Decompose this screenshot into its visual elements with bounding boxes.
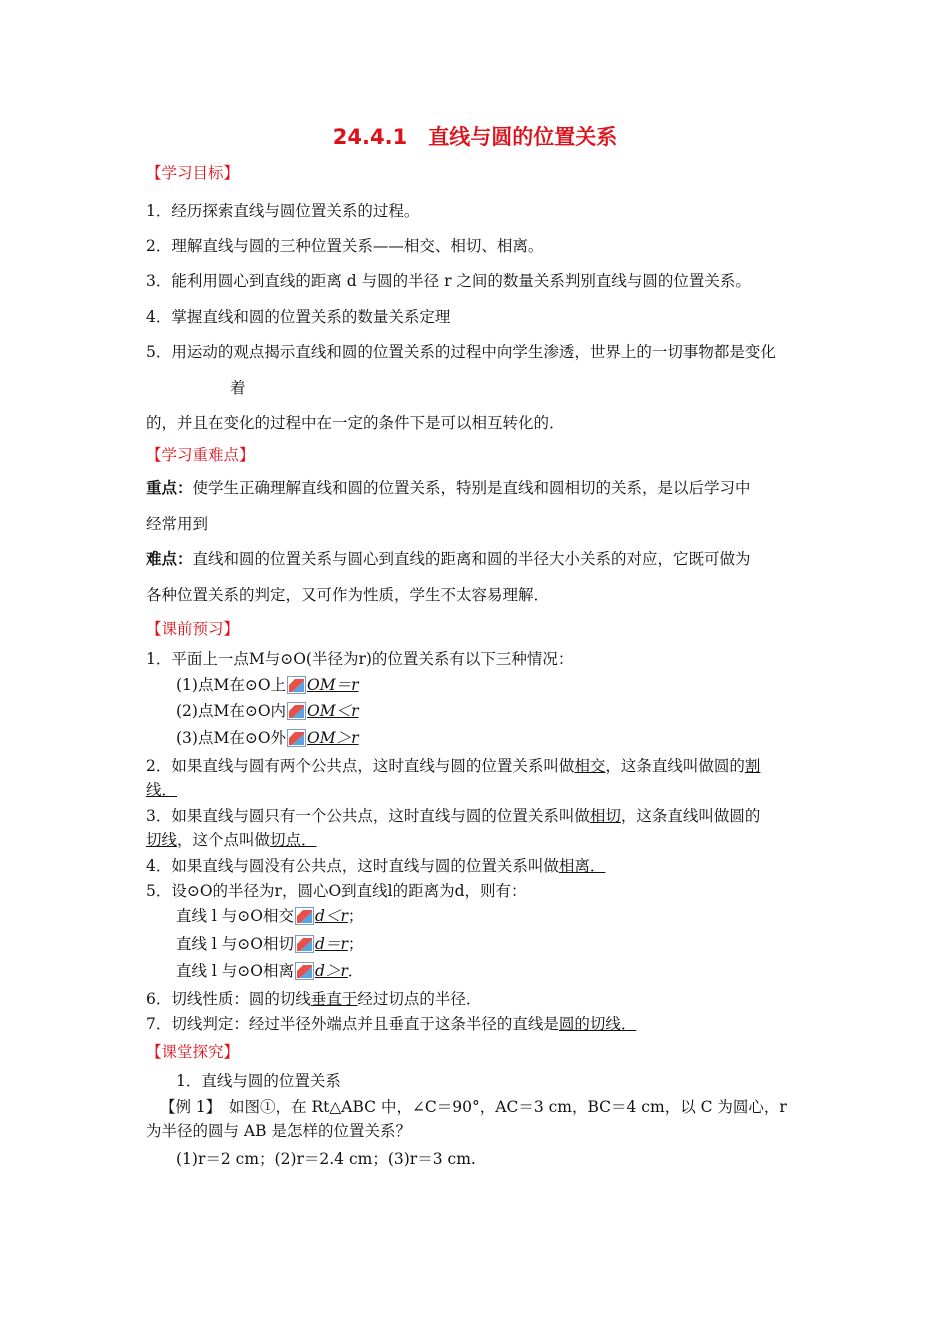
preview-q1-item xyxy=(176,701,359,721)
q6-text-b: 经过切点的半径． xyxy=(357,990,482,1008)
q7-answer: 圆的切线． xyxy=(558,1015,637,1033)
preview-q1-item xyxy=(176,728,359,748)
section-key-points: 【学习重难点】 xyxy=(146,446,255,464)
item-answer: d＞r xyxy=(315,962,348,980)
item-prefix: 直线 l 与⊙O相切 xyxy=(176,935,295,953)
q2-text: 2．如果直线与圆有两个公共点，这时直线与圆的位置关系叫做 xyxy=(146,757,575,775)
item-prefix: (3)点M在⊙O外 xyxy=(176,729,287,747)
goal-item: 3．能利用圆心到直线的距离 d 与圆的半径 r 之间的数量关系判别直线与圆的位置关系。 xyxy=(146,272,751,290)
q3-answer-2: 切线 xyxy=(146,831,178,849)
important-text-cont: 经常用到 xyxy=(146,515,209,533)
q3-answer-3: 切点． xyxy=(270,831,317,849)
broken-image-icon xyxy=(287,702,306,720)
item-answer: d＜r xyxy=(315,907,348,925)
page-title: 24.4.1 直线与圆的位置关系 xyxy=(332,125,618,149)
key-point-line xyxy=(146,478,751,498)
q7-text: 7．切线判定：经过半径外端点并且垂直于这条半径的直线是 xyxy=(146,1015,559,1033)
difficult-label: 难点： xyxy=(146,549,193,568)
item-prefix: 直线 l 与⊙O相离 xyxy=(176,962,295,980)
preview-q3-cont xyxy=(146,830,317,850)
difficult-text-cont: 各种位置关系的判定，又可作为性质，学生不太容易理解． xyxy=(146,586,550,604)
broken-image-icon xyxy=(295,907,314,925)
difficult-point-line xyxy=(146,549,751,569)
item-suffix: ； xyxy=(347,907,364,925)
goal-item: 2．理解直线与圆的三种位置关系——相交、相切、相离。 xyxy=(146,237,544,255)
q2-answer-2-cont: 线． xyxy=(146,781,178,799)
q3-text: 3．如果直线与圆只有一个公共点，这时直线与圆的位置关系叫做 xyxy=(146,807,590,825)
q2-text-b: ，这条直线叫做圆的 xyxy=(605,757,745,775)
item-answer: OM＞r xyxy=(307,729,359,747)
q2-answer-2: 割 xyxy=(744,757,761,775)
preview-q5-item xyxy=(176,934,363,954)
item-prefix: 直线 l 与⊙O相交 xyxy=(176,907,295,925)
q3-answer: 相切 xyxy=(589,807,621,825)
example-1-line: 为半径的圆与 AB 是怎样的位置关系？ xyxy=(146,1122,411,1140)
item-prefix: (1)点M在⊙O上 xyxy=(176,676,287,694)
preview-q5-item xyxy=(176,906,363,926)
q6-text: 6．切线性质：圆的切线 xyxy=(146,990,311,1008)
preview-q1-item xyxy=(176,675,359,695)
goal-item: 4．掌握直线和圆的位置关系的数量关系定理 xyxy=(146,308,451,326)
example-1-options: (1)r＝2 cm；(2)r＝2.4 cm；(3)r＝3 cm. xyxy=(176,1150,476,1168)
q4-text: 4．如果直线与圆没有公共点，这时直线与圆的位置关系叫做 xyxy=(146,857,559,875)
q6-answer: 垂直于 xyxy=(310,990,358,1008)
preview-q6 xyxy=(146,989,481,1009)
item-suffix: ； xyxy=(347,935,364,953)
broken-image-icon xyxy=(295,962,314,980)
goal-item: 1．经历探索直线与圆位置关系的过程。 xyxy=(146,202,420,220)
section-explore: 【课堂探究】 xyxy=(146,1043,240,1061)
item-prefix: (2)点M在⊙O内 xyxy=(176,702,287,720)
preview-q4 xyxy=(146,856,605,876)
section-preview: 【课前预习】 xyxy=(146,620,240,638)
item-answer: d＝r xyxy=(315,935,348,953)
q2-answer: 相交 xyxy=(574,757,606,775)
difficult-text: 直线和圆的位置关系与圆心到直线的距离和圆的半径大小关系的对应，它既可做为 xyxy=(192,550,751,568)
q3-text-c: ，这个点叫做 xyxy=(177,831,271,849)
q4-answer: 相离． xyxy=(558,857,606,875)
q3-text-b: ，这条直线叫做圆的 xyxy=(620,807,761,825)
preview-q1: 1．平面上一点M与⊙O(半径为r)的位置关系有以下三种情况： xyxy=(146,650,574,668)
preview-q5-item xyxy=(176,961,363,981)
preview-q3 xyxy=(146,806,760,826)
broken-image-icon xyxy=(295,935,314,953)
important-label: 重点： xyxy=(146,478,193,497)
preview-q5: 5．设⊙O的半径为r，圆心O到直线l的距离为d，则有： xyxy=(146,882,527,900)
item-suffix: ． xyxy=(347,962,364,980)
goal-item: 的，并且在变化的过程中在一定的条件下是可以相互转化的． xyxy=(146,414,565,432)
item-answer: OM＜r xyxy=(307,702,359,720)
item-answer: OM＝r xyxy=(307,676,359,694)
broken-image-icon xyxy=(287,729,306,747)
important-text: 使学生正确理解直线和圆的位置关系，特别是直线和圆相切的关系，是以后学习中 xyxy=(192,479,751,497)
broken-image-icon xyxy=(287,676,306,694)
section-goals: 【学习目标】 xyxy=(146,164,240,182)
preview-q2 xyxy=(146,756,760,776)
example-1-line: 【例 1】 如图①，在 Rt△ABC 中，∠C＝90°，AC＝3 cm，BC＝4 cm，以 C 为圆心，r xyxy=(160,1098,787,1116)
goal-item: 着 xyxy=(230,379,246,397)
explore-heading: 1．直线与圆的位置关系 xyxy=(176,1072,341,1090)
preview-q7 xyxy=(146,1014,636,1034)
goal-item: 5．用运动的观点揭示直线和圆的位置关系的过程中向学生渗透，世界上的一切事物都是变化 xyxy=(146,343,776,361)
